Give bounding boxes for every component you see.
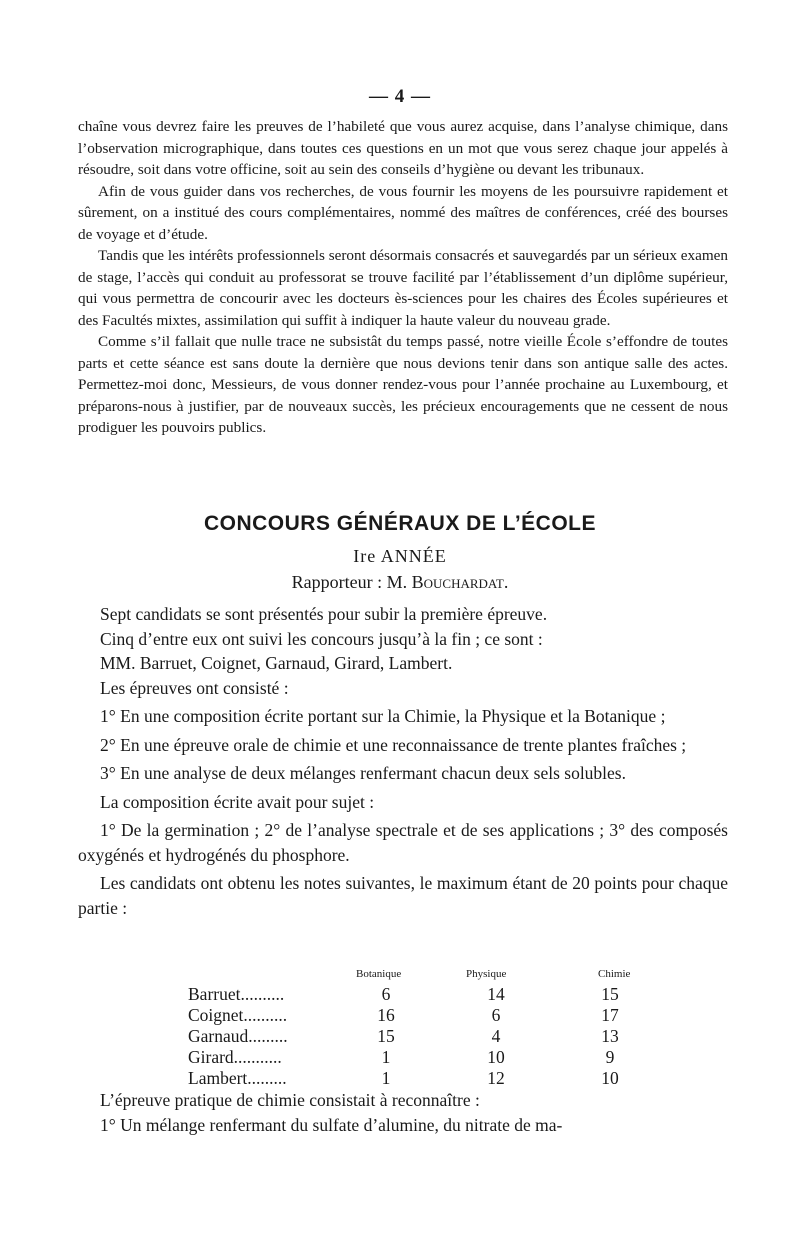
candidate-name: Coignet.......... <box>188 1005 288 1025</box>
rapporteur-name: Bouchardat. <box>411 572 509 592</box>
score-physique: 14 <box>487 984 505 1004</box>
column-header-chimie: Chimie <box>598 968 631 980</box>
report-paragraph: MM. Barruet, Coignet, Garnaud, Girard, Lambert. <box>100 653 453 673</box>
table-row <box>188 984 648 1005</box>
score-botanique: 1 <box>381 1068 391 1088</box>
score-chimie: 10 <box>601 1068 619 1088</box>
candidate-name: Garnaud......... <box>188 1026 288 1046</box>
report-paragraph: Les épreuves ont consisté : <box>100 677 289 698</box>
column-header-physique: Physique <box>466 968 507 980</box>
report-paragraph: 1° En une composition écrite portant sur la Chimie, la Physique et la Botanique ; <box>100 706 666 726</box>
rapporteur-line <box>0 572 800 593</box>
report-paragraph: Les candidats ont obtenu les notes suivantes, le maximum étant de 20 points pour chaque partie : <box>78 873 728 918</box>
report-paragraph: Sept candidats se sont présentés pour subir la première épreuve. <box>100 604 548 624</box>
score-chimie: 17 <box>601 1005 619 1025</box>
report-paragraph: 2° En une épreuve orale de chimie et une reconnaissance de trente plantes fraîches ; <box>100 734 687 755</box>
report-paragraph: 3° En une analyse de deux mélanges renfermant chacun deux sels solubles. <box>100 763 626 783</box>
score-chimie: 13 <box>601 1026 619 1046</box>
score-botanique: 6 <box>381 984 391 1004</box>
scores-table-body <box>188 984 648 1089</box>
after-table-text <box>78 1088 728 1138</box>
intro-paragraph-2: Afin de vous guider dans vos recherches, de vous fournir les moyens de les poursuivre rapidement et sûrement, on a institué des cours complémentaires, nommé des maîtres de conférences, créé des bourses de voyage et d’étude. <box>78 182 728 243</box>
table-row <box>188 1005 648 1026</box>
score-physique: 12 <box>487 1068 505 1088</box>
report-paragraph: 1° De la germination ; 2° de l’analyse spectrale et de ses applications ; 3° des composés oxygénés et hydrogénés du phosphore. <box>78 820 728 865</box>
section-title: CONCOURS GÉNÉRAUX DE L’ÉCOLE <box>203 512 597 535</box>
report-paragraph: La composition écrite avait pour sujet : <box>100 791 375 812</box>
intro-paragraph-3: Tandis que les intérêts professionnels seront désormais consacrés et sauvegardés par un sérieux examen de stage, l’accès qui conduit au professorat se trouve facilité par l’établissement d’un diplôme supérieur, qui vous permettra de concourir avec les docteurs ès-sciences pour les chaires des Écoles supérieures et des Facultés mixtes, assimilation qui suffit à indiquer la haute valeur du nouveau grade. <box>78 247 728 329</box>
after-paragraph: 1° Un mélange renfermant du sulfate d’alumine, du nitrate de ma- <box>100 1115 563 1135</box>
candidate-name: Lambert......... <box>188 1068 287 1088</box>
year-heading: Ire ANNÉE <box>353 546 447 566</box>
score-physique: 10 <box>487 1047 505 1067</box>
page-number: — 4 — <box>369 86 431 107</box>
score-chimie: 9 <box>605 1047 615 1067</box>
after-paragraph: L’épreuve pratique de chimie consistait à reconnaître : <box>100 1090 480 1110</box>
score-botanique: 15 <box>377 1026 395 1046</box>
scores-table <box>188 968 648 1089</box>
report-text <box>78 602 728 920</box>
candidate-name: Girard........... <box>188 1047 282 1067</box>
rapporteur-prefix: Rapporteur : M. <box>291 572 412 592</box>
score-chimie: 15 <box>601 984 619 1004</box>
report-paragraph: Cinq d’entre eux ont suivi les concours jusqu’à la fin ; ce sont : <box>100 628 543 649</box>
score-botanique: 1 <box>381 1047 391 1067</box>
intro-paragraph-4: Comme s’il fallait que nulle trace ne subsistât du temps passé, notre vieille École s’effondre de toutes parts et cette séance est sans doute la dernière que nous devions tenir dans son antique salle des actes. Permettez-moi donc, Messieurs, de vous donner rendez-vous pour l’année prochaine au Luxembourg, et préparons-nous à justifier, par de nouveaux succès, les précieux encouragements que ne cessent de nous prodiguer les pouvoirs publics. <box>78 333 728 436</box>
table-row <box>188 1047 648 1068</box>
scores-table-header <box>188 968 648 984</box>
table-row <box>188 1026 648 1047</box>
column-header-botanique: Botanique <box>356 968 402 980</box>
table-row <box>188 1068 648 1089</box>
score-physique: 6 <box>491 1005 501 1025</box>
intro-text <box>78 116 728 439</box>
score-botanique: 16 <box>377 1005 395 1025</box>
intro-paragraph-1: chaîne vous devrez faire les preuves de l’habileté que vous aurez acquise, dans l’analyse chimique, dans l’observation micrographique, dans toutes ces questions en un mot que vous serez chaque jour appelés à résoudre, soit dans votre officine, soit au sein des conseils d’hygiène ou devant les tribunaux. <box>78 118 728 178</box>
score-physique: 4 <box>491 1026 501 1046</box>
candidate-name: Barruet.......... <box>188 984 285 1004</box>
